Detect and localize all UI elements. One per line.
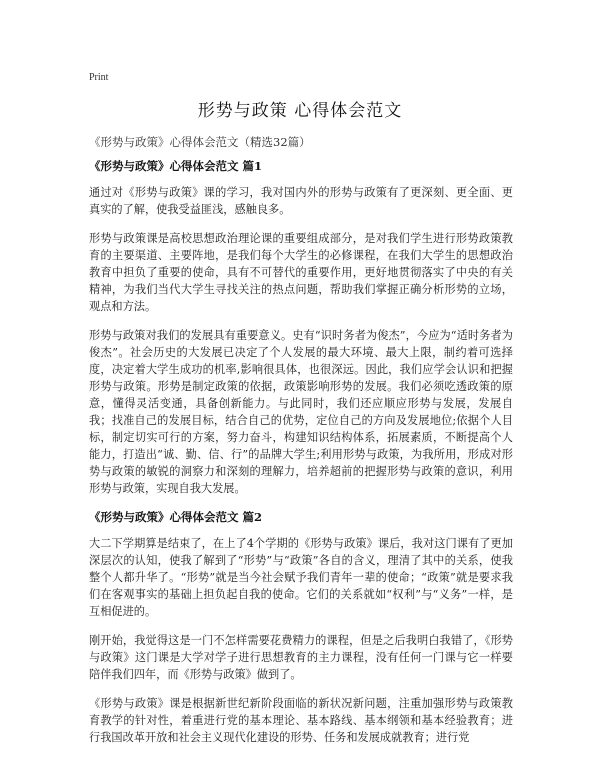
paragraph: 形势与政策对我们的发展具有重要意义。史有“识时务者为俊杰”，今应为“适时务者为俊杰”。社会历史的大发展已决定了个人发展的最大环境、最大上限，制约着可选择度，决定着大学生成功的机率,影响很具体，也很深远。因此，我们应学会认识和把握形势与政策。形势是制定政策的依据，政策影响形势的发展。我们必须吃透政策的原意，懂得灵活变通，具备创新能力。与此同时，我们还应顺应形势与发展，发展自我；找准自己的发展目标，结合自己的优势，定位自己的方向及发展地位;依据个人目标，制定切实可行的方案，努力奋斗，构建知识结构体系，拓展素质，不断提高个人能力，打造出“诚、勤、信、行”的品牌大学生;利用形势与政策，为我所用，形成对形势与政策的敏锐的洞察力和深刻的理解力，培养超前的把握形势与政策的意识，利用形势与政策，实现自我大发展。 [89,329,513,495]
print-link[interactable]: Print [89,72,109,83]
section-heading-1: 《形势与政策》心得体会范文 篇1 [89,159,263,173]
paragraph: 大二下学期算是结束了，在上了4个学期的《形势与政策》课后，我对这门课有了更加深层次的认知，使我了解到了“形势”与“政策”各自的含义，理清了其中的关系，使我整个人都升华了。“形势”就是当今社会赋予我们青年一辈的使命；“政策”就是要求我们在客观事实的基础上担负起自我的使命。它们的关系就如“权利”与“义务”一样，是互相促进的。 [89,537,513,618]
paragraph: 刚开始，我觉得这是一门不怎样需要花费精力的课程，但是之后我明白我错了，《形势与政策》这门课是大学对学子进行思想教育的主力课程，没有任何一门课与它一样要陪伴我们四年，而《形势与政策》做到了。 [89,634,513,681]
article-body [89,158,513,758]
paragraph: 形势与政策课是高校思想政治理论课的重要组成部分，是对我们学生进行形势政策教育的主要渠道、主要阵地，是我们每个大学生的必修课程，在我们大学生的思想政治教育中担负了重要的使命，具有不可替代的重要作用，更好地贯彻落实了中央的有关精神，为我们当代大学生寻找关注的热点问题，帮助我们掌握正确分析形势的立场，观点和方法。 [89,232,513,313]
section-heading-2: 《形势与政策》心得体会范文 篇2 [89,510,263,524]
paragraph: 《形势与政策》课是根据新世纪新阶段面临的新状况新问题，注重加强形势与政策教育教学的针对性，着重进行党的基本理论、基本路线、基本纲领和基本经验教育；进行我国改革开放和社会主义现代化建设的形势、任务和发展成就教育；进行党 [89,697,513,744]
page-subtitle: 《形势与政策》心得体会范文（精选32篇） [89,135,311,149]
page-title: 形势与政策 心得体会范文 [197,101,403,121]
paragraph: 通过对《形势与政策》课的学习，我对国内外的形势与政策有了更深刻、更全面、更真实的了解，使我受益匪浅，感触良多。 [89,186,513,216]
